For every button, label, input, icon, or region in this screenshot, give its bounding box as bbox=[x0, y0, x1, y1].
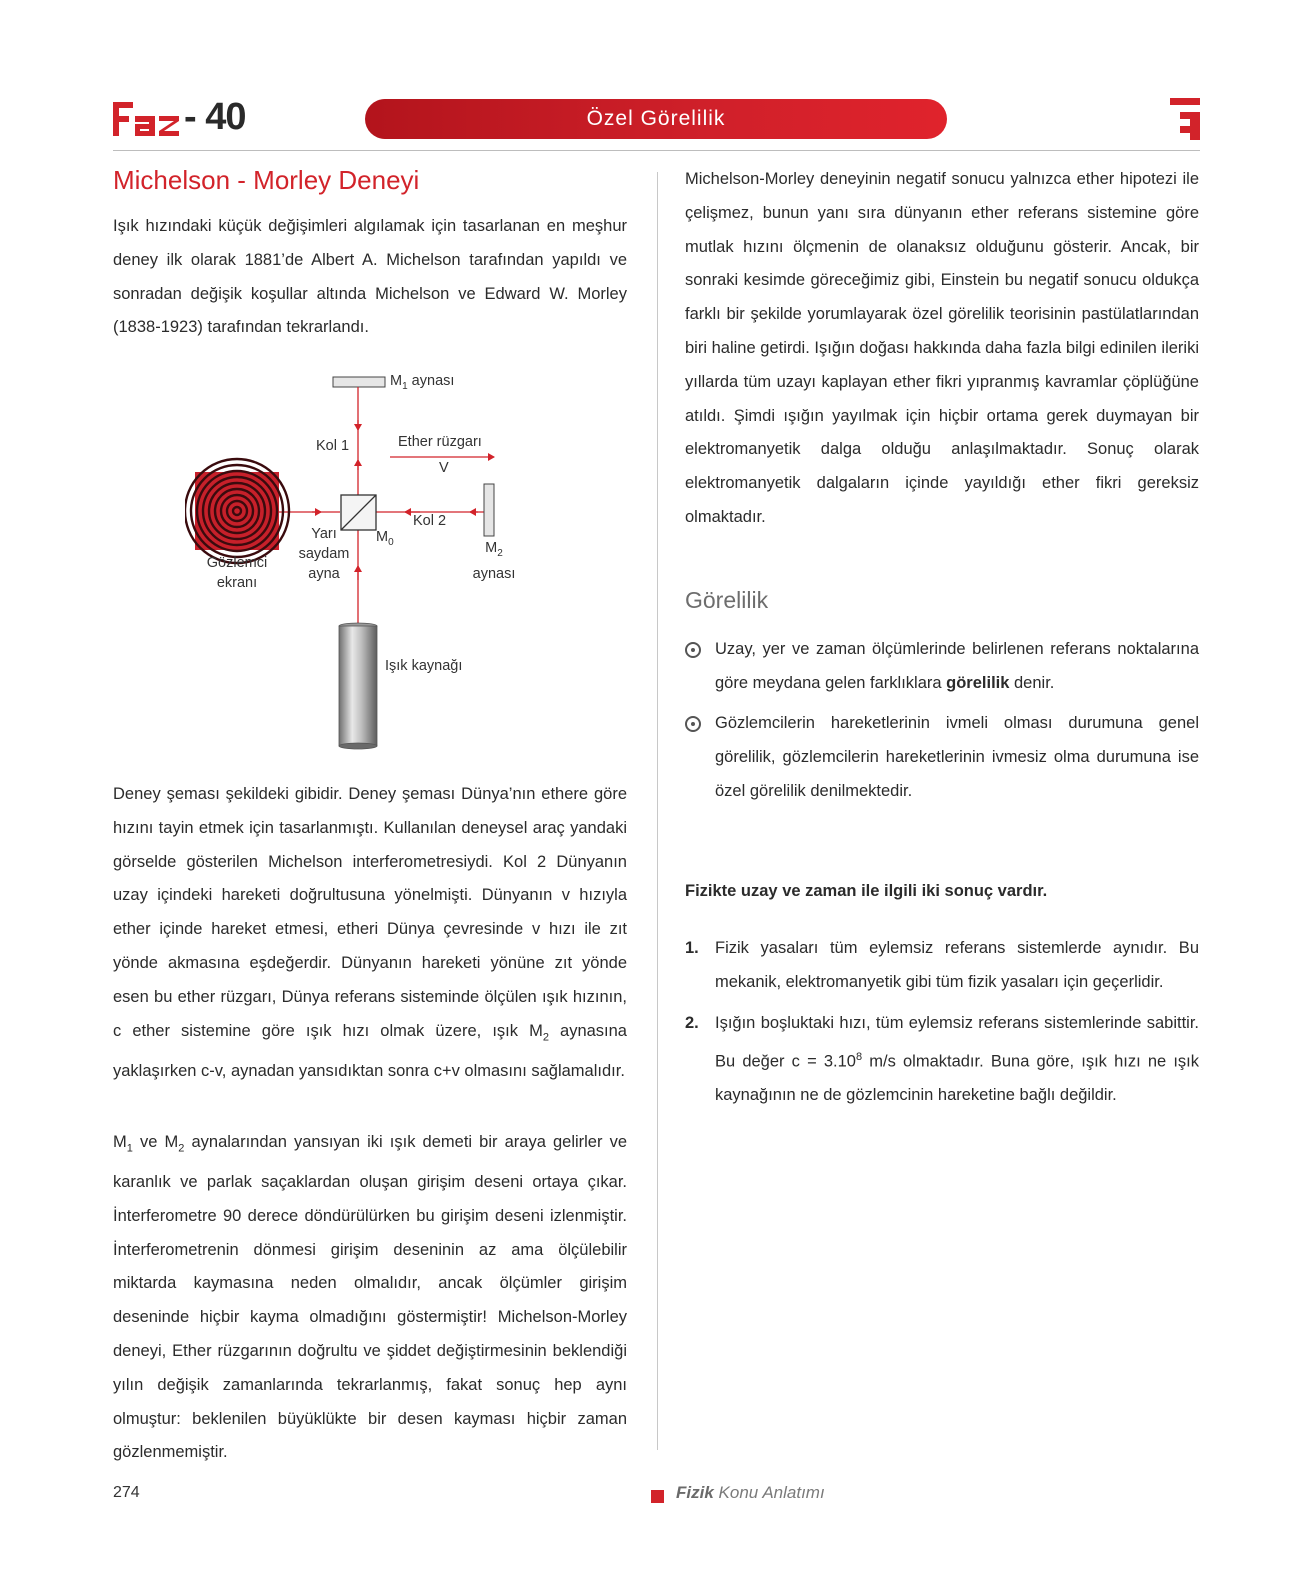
light-source bbox=[339, 626, 377, 746]
explanation-paragraph: Deney şeması şekildeki gibidir. Deney şeması Dünya’nın ethere göre hızını tayin etmek için tasarlanmıştı. Kullanılan deneysel araç yandaki görselde gösterilen Michelson interferometresiydi. Kol 2 Dünyanın uzay içindeki hareketi doğrultusuna yönelmişti. Dünyanın v hızıyla ether içinde hareket etmesi, etheri Dünya çevresinde v hızı ile zıt yönde akmasına eşdeğerdir. Dünyanın hareketi yönüne zıt yönde esen bu ether rüzgarı, Dünya referans sisteminde ölçülen ışık hızının, c ether sistemine göre ışık hızı olmak üzere, ışık $M_2$ aynasına yaklaşırken c-v, aynadan yansıdıktan sonra c+v olmasını sağlamalıdır. bbox=[113, 785, 627, 1080]
relativity-subheading: Görelilik bbox=[685, 587, 769, 613]
velocity-label: V bbox=[439, 460, 449, 476]
bullet-item: Uzay, yer ve zaman ölçümlerinde belirlenen referans noktalarına göre meydana gelen farklıklara görelilik denir. bbox=[685, 633, 1199, 701]
light-source-label: Işık kaynağı bbox=[385, 658, 463, 674]
ether-wind-label: Ether rüzgarı bbox=[398, 434, 482, 450]
book-title: Fizik Konu Anlatımı bbox=[676, 1483, 825, 1502]
bullet-target-icon bbox=[685, 642, 701, 658]
observer-screen-label: Gözlemci ekranı bbox=[206, 555, 268, 591]
section-heading: Michelson - Morley Deneyi bbox=[113, 165, 420, 195]
page-number: 274 bbox=[113, 1484, 140, 1501]
m0-label: $M_0$ bbox=[376, 529, 394, 548]
m2-mirror bbox=[484, 484, 494, 536]
header-divider bbox=[113, 150, 1200, 151]
bullet-item: Gözlemcilerin hareketlerinin ivmeli olması durumuna genel görelilik, gözlemcilerin hareketlerinin ivmesiz olma durumuna ise özel görelilik denilmektedir. bbox=[685, 707, 1199, 808]
faz-logo-mark bbox=[113, 102, 179, 136]
section-title-bar bbox=[365, 99, 947, 139]
m1-mirror bbox=[333, 377, 385, 387]
numbered-item: 2. Işığın boşluktaki hızı, tüm eylemsiz referans sistemlerinde sabittir. Bu değer $c = 3.10^8$ m/s olmaktadır. Buna göre, ışık hızı ne ışık kaynağının ne de gözlemcinin hareketine bağlı değildir. bbox=[685, 1014, 1199, 1105]
bullet-target-icon bbox=[685, 716, 701, 732]
results-heading: Fizikte uzay ve zaman ile ilgili iki sonuç vardır. bbox=[685, 882, 1048, 900]
kol2-label: Kol 2 bbox=[413, 513, 447, 529]
column-divider bbox=[657, 172, 658, 1450]
footer-square-icon bbox=[651, 1490, 664, 1503]
numbered-item: 1. Fizik yasaları tüm eylemsiz referans sistemlerde aynıdır. Bu mekanik, elektromanyetik gibi tüm fizik yasaları için geçerlidir. bbox=[685, 939, 1199, 991]
corner-logo-icon bbox=[1170, 98, 1200, 140]
kol1-label: Kol 1 bbox=[316, 438, 350, 454]
m2-label: $M_2$ aynası bbox=[472, 540, 516, 582]
logo-number: - 40 bbox=[184, 96, 246, 138]
half-mirror-label: Yarı saydam ayna bbox=[298, 526, 350, 582]
m1-label: $M_1$ aynası bbox=[390, 373, 455, 392]
right-paragraph: Michelson-Morley deneyinin negatif sonucu yalnızca ether hipotezi ile çelişmez, bunun yanı sıra dünyanın ether referans sistemine göre mutlak hızını ölçmenin de olanaksız olduğunu gösterir. Ancak, bir sonraki kesimde göreceğimiz gibi, Einstein bu negatif sonucu oldukça farklı bir şekilde yorumlayarak özel görelilik teorisinin pastülatlarından biri haline getirdi. Işığın doğası hakkında daha fazla bilgi edinilen ileriki yıllarda tüm uzayı kaplayan ether fikri yıpranmış kavramlar çöplüğüne atıldı. Şimdi ışığın yayılmak için hiçbir ortama gerek duymayan bir elektromanyetik dalga olduğu anlaşılmaktadır. Sonuç olarak elektromanyetik dalgaların içinde yayıldığı ether fikri gereksiz olmaktadır. bbox=[685, 170, 1199, 526]
section-title: Özel Görelilik bbox=[586, 107, 726, 130]
result-paragraph: $M_1$ ve $M_2$ aynalarından yansıyan iki ışık demeti bir araya gelirler ve karanlık ve parlak saçaklardan oluşan girişim deseni ortaya çıkar. İnterferometre 90 derece döndürülürken bu girişim deseni izlenmiştir. İnterferometrenin dönmesi girişim deseninin az ama ölçülebilir miktarda kaymasına neden olmalıdır, ancak ölçümler girişim deseninde hiçbir kayma olmadığını göstermiştir! Michelson-Morley deneyi, Ether rüzgarının doğrultu ve şiddet değiştirmesinin beklendiği yılın değişik zamanlarında tekrarlanmış, fakat sonuç hep aynı olmuştur: beklenilen büyüklükte bir desen kayması hiçbir zaman gözlenmemiştir. bbox=[113, 1133, 627, 1462]
intro-paragraph: Işık hızındaki küçük değişimleri algılamak için tasarlanan en meşhur deney ilk olarak 1881’de Albert A. Michelson tarafından yapıldı ve sonradan değişik koşullar altında Michelson ve Edward W. Morley (1838-1923) tarafından tekrarlandı. bbox=[113, 217, 627, 337]
